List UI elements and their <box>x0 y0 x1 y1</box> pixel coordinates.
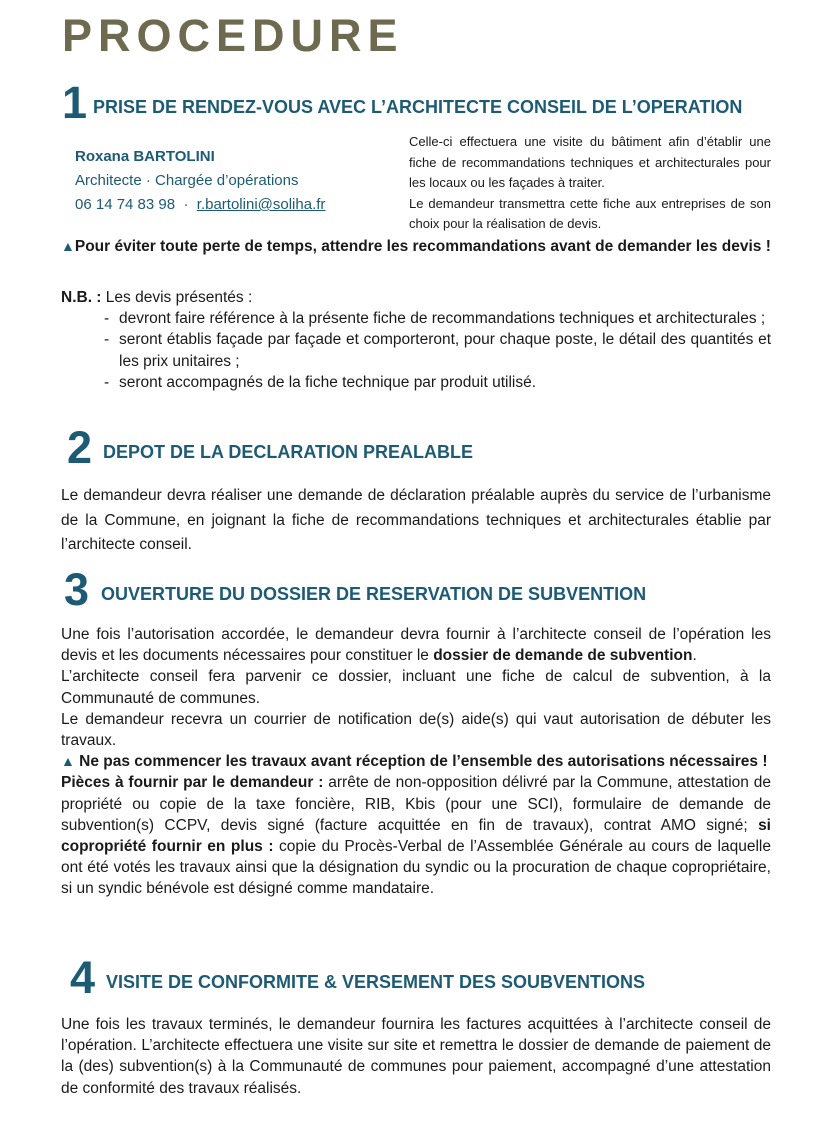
section-3-title: OUVERTURE DU DOSSIER DE RESERVATION DE SUBVENTION <box>101 584 647 604</box>
pieces-label: Pièces à fournir par le demandeur : <box>61 774 324 792</box>
section-3-warning-text: Ne pas commencer les travaux avant réception de l’ensemble des autorisations nécessaires ! <box>74 753 768 771</box>
nb-label: N.B. : <box>61 289 102 306</box>
contact-name: Roxana BARTOLINI <box>75 148 215 165</box>
section-1-warning <box>61 236 771 257</box>
contact-separator: · <box>183 196 189 213</box>
list-item-text: seront établis façade par façade et comporteront, pour chaque poste, le détail des quantités et les prix unitaires ; <box>119 331 771 370</box>
page-title: PROCEDURE <box>62 10 404 61</box>
section-2-number: 2 <box>67 422 93 473</box>
section-1-number: 1 <box>62 77 88 128</box>
contact-role: Architecte · Chargée d’opérations <box>75 172 299 189</box>
list-item <box>61 329 771 371</box>
list-item <box>61 372 771 393</box>
section-4-number: 4 <box>70 952 96 1003</box>
warning-triangle-icon: ▲ <box>61 238 75 254</box>
nb-list <box>61 308 771 393</box>
section-3-paragraph-2: L’architecte conseil fera parvenir ce dossier, incluant une fiche de calcul de subvention, à la Communauté de communes. <box>61 668 771 707</box>
copro-label: si copropriété fournir en plus : <box>61 816 771 856</box>
warning-triangle-icon: ▲ <box>61 753 75 770</box>
contact-phone: 06 14 74 83 98 <box>75 196 176 213</box>
p1-bold: dossier de demande de subvention <box>433 647 693 665</box>
section-4-text: Une fois les travaux terminés, le demandeur fournira les factures acquittées à l’architecte conseil de l’opération. L’architecte effectuera une visite sur site et remettra le dossier de demande de paiement de la (des) subvention(s) à la Communauté de communes pour paiement, accompagné d’une attestation de conformité des travaux réalisés. <box>61 1016 771 1097</box>
section-3-paragraph-1 <box>61 624 771 666</box>
side-paragraph-2: Le demandeur transmettra cette fiche aux entreprises de son choix pour la réalisation de devis. <box>409 195 771 231</box>
side-paragraph-1: Celle-ci effectuera une visite du bâtiment afin d’établir une fiche de recommandations techniques et architecturales pour les locaux ou les façades à traiter. <box>409 134 771 190</box>
dash-marker: - <box>104 310 110 328</box>
nb-intro <box>61 287 771 308</box>
contact-line <box>75 196 325 213</box>
section-1-title: PRISE DE RENDEZ-VOUS AVEC L’ARCHITECTE CONSEIL DE L’OPERATION <box>93 97 743 117</box>
section-3-pieces <box>61 772 771 899</box>
contact-email-link[interactable]: r.bartolini@soliha.fr <box>196 196 326 213</box>
section-3-warning <box>61 751 771 772</box>
list-item-text: seront accompagnés de la fiche technique par produit utilisé. <box>119 373 537 391</box>
nb-intro-text: Les devis présentés : <box>105 289 253 306</box>
section-3-paragraph-3: Le demandeur recevra un courrier de notification de(s) aide(s) qui vaut autorisation de débuter les travaux. <box>61 710 771 750</box>
nb-block <box>61 287 771 393</box>
section-2-title: DEPOT DE LA DECLARATION PREALABLE <box>103 442 474 462</box>
section-1-warning-text: Pour éviter toute perte de temps, attendre les recommandations avant de demander les devis ! <box>74 238 771 255</box>
section-3-number: 3 <box>64 564 90 615</box>
dash-marker: - <box>104 331 110 349</box>
p1-end: . <box>692 647 697 665</box>
section-4-title: VISITE DE CONFORMITE & VERSEMENT DES SOUBVENTIONS <box>106 972 646 992</box>
p1-start: Une fois l’autorisation accordée, le demandeur devra fournir à l’architecte conseil de l’opération les devis et les documents nécessaires pour constituer le <box>61 626 771 665</box>
list-item <box>61 308 771 329</box>
section-1-side-text <box>409 132 771 235</box>
list-item-text: devront faire référence à la présente fiche de recommandations techniques et architecturales ; <box>119 310 766 328</box>
dash-marker: - <box>104 373 110 391</box>
pieces-text: arrête de non-opposition délivré par la Commune, attestation de propriété ou copie de la taxe foncière, RIB, Kbis (pour une SCI), formulaire de demande de subvention(s) CCPV, devis signé (facture acquittée en fin de travaux), contrat AMO signé; <box>61 774 771 834</box>
section-2-text: Le demandeur devra réaliser une demande de déclaration préalable auprès du service de l’urbanisme de la Commune, en joignant la fiche de recommandations techniques et architecturales établie par l’architecte conseil. <box>61 487 771 553</box>
copro-text: copie du Procès-Verbal de l’Assemblée Générale au cours de laquelle ont été votés les travaux ainsi que la désignation du syndic ou la procuration de chaque copropriétaire, si un syndic bénévole est désigné comme mandataire. <box>61 838 771 898</box>
section-3-body <box>61 624 771 900</box>
